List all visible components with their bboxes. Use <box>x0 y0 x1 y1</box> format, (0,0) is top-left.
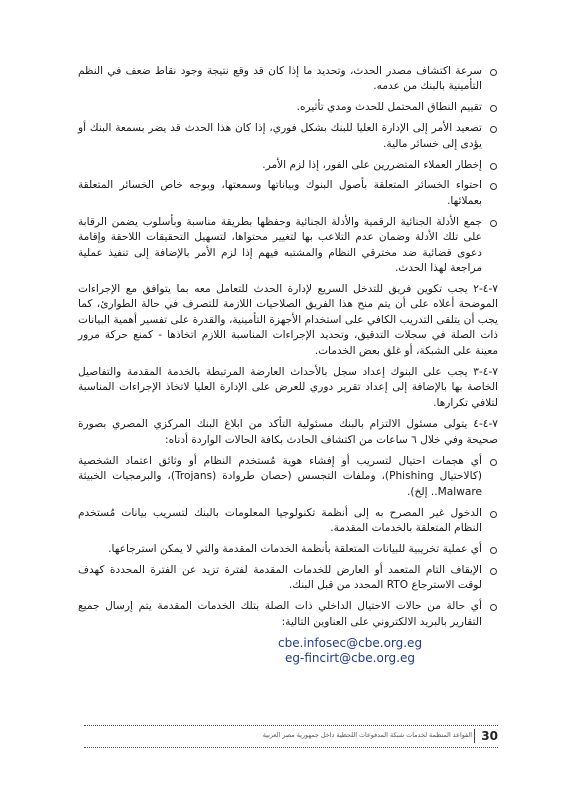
list-item-text: تصعيد الأمر إلى الإدارة العليا للبنك بشكل فوري، إذا كان هذا الحدث قد يضر بسمعة البنك أو يؤدى إلى خسائر مالية. <box>78 122 482 150</box>
list-item-text: الدخول غير المصرح به إلى أنظمة تكنولوجيا المعلومات بالبنك لتسريب بيانات مُستخدم النظام المتعلقة بالخدمات المقدمة. <box>78 506 482 535</box>
email-link[interactable]: eg-fincirt@cbe.org.eg <box>285 650 415 665</box>
list-item <box>78 542 498 557</box>
page-footer <box>84 725 498 747</box>
section-paragraph-4: ٧-٤-٤ يتولى مسئول الالتزام بالبنك مسئولية التأكد من ابلاغ البنك المركزي المصري بصورة صحيحة وفي خلال ٦ ساعات من اكتشاف الحادث بكافة الحالات الواردة أدناه: <box>78 418 498 446</box>
list-item <box>78 599 498 630</box>
bullet-list-top <box>78 64 498 276</box>
list-item-text: أي عملية تخريبية للبيانات المتعلقة بأنظمة الخدمات المقدمة والتي لا يمكن استرجاعها. <box>108 542 482 555</box>
list-item <box>78 506 498 537</box>
circle-bullet-icon <box>490 183 497 190</box>
footer-divider <box>84 725 498 726</box>
list-item-text: أي حالة من حالات الاحتيال الداخلي ذات الصلة بتلك الخدمات المقدمة يتم إرسال جميع التقارير بالبريد الالكتروني على العناوين التالية: <box>78 600 482 628</box>
list-item-text: سرعة اكتشاف مصدر الحدث، وتحديد ما إذا كان قد وقع نتيجة وجود نقاط ضعف في النظم التأمينية بالبنك من عدمه. <box>78 65 482 93</box>
list-item-text: أي هجمات احتيال لتسريب أو إفشاء هوية مُستخدم النظام أو وثائق اعتماد الشخصية (كالاحتيال Phishing)، وملفات التجسس (حصان طروادة (Trojans)، والبرمجيات الخبيثة Malware.. إلخ). <box>78 454 482 498</box>
section-paragraph-3: ٧-٤-٣ يجب على البنوك إعداد سجل بالأحداث العارضة المرتبطة بالخدمة المقدمة والتفاصيل الخاصة بها بالإضافة إلى إعداد تقرير دوري للعرض على الإدارة العليا لاتخاذ الإجراءات المناسبة لتلافي تكرارها. <box>78 365 498 409</box>
circle-bullet-icon <box>490 163 497 170</box>
circle-bullet-icon <box>490 568 497 575</box>
circle-bullet-icon <box>490 220 497 227</box>
circle-bullet-icon <box>490 69 497 76</box>
list-item-text: إخطار العملاء المتضررين على الفور، إذا لزم الأمر. <box>262 158 482 171</box>
list-item-text: احتواء الخسائر المتعلقة بأصول البنوك وبياناتها وسمعتها، وبوجه خاص الخسائر المتعلقة بعملائها. <box>78 179 482 207</box>
list-item <box>78 215 498 277</box>
list-item <box>78 121 498 152</box>
bullet-list-bottom <box>78 454 498 630</box>
list-item-text: جمع الأدلة الجنائية الرقمية والأدلة الجنائية وحفظها بطريقة مناسبة وبأسلوب يضمن الرقابة على تلك الأدلة وضمان عدم التلاعب بها لتغيير محتواها، لتسهيل التحقيقات اللاحقة وإقامة دعوى قضائية ضد مخترقي النظام والمشتبه فيهم إذا لزم الأمر بالإضافة إلى تنفيذ عملية مراجعة لهذا الحدث. <box>78 215 482 274</box>
footer-divider <box>84 747 498 748</box>
list-item <box>78 158 498 173</box>
list-item-text: تقييم النطاق المحتمل للحدث ومدي تأثيره. <box>296 101 482 114</box>
circle-bullet-icon <box>490 547 497 554</box>
list-item <box>78 454 498 500</box>
list-item <box>78 64 498 95</box>
footer-title: القواعد المنظمة لخدمات شبكة المدفوعات اللحظية داخل جمهورية مصر العربية <box>262 731 472 739</box>
circle-bullet-icon <box>490 604 497 611</box>
list-item-text: الإيقاف التام المتعمد أو العارض للخدمات المقدمة لفترة تزيد عن الفترة المحددة كهدف لوقت الاسترجاع RTO المحدد من قبل البنك. <box>78 563 482 592</box>
email-link[interactable]: cbe.infosec@cbe.org.eg <box>278 635 423 650</box>
section-paragraph-2: ٧-٤-٢ يجب تكوين فريق للتدخل السريع لإدارة الحدث للتعامل معه بما يتوافق مع الإجراءات الموضحة أعلاه على أن يتم منح هذا الفريق الصلاحيات اللازمة للتصرف في حالة الطوارئ، كما يجب أن يتلقى التدريب الكافي على استخدام الأجهزة التأمينية، والقدرة على تفسير أهمية البيانات ذات الصلة في سجلات التدقيق، وتحديد الإجراءات المناسبة اللازم اتخاذها - كمنع حركة مرور معينة على الشبكة، أو غلق بعض الخدمات. <box>78 282 498 357</box>
circle-bullet-icon <box>490 105 497 112</box>
document-body <box>78 64 498 666</box>
list-item <box>78 563 498 594</box>
email-addresses <box>278 636 498 666</box>
page-number: 30 <box>474 729 498 743</box>
circle-bullet-icon <box>490 459 497 466</box>
circle-bullet-icon <box>490 511 497 518</box>
list-item <box>78 178 498 209</box>
circle-bullet-icon <box>490 126 497 133</box>
list-item <box>78 100 498 115</box>
